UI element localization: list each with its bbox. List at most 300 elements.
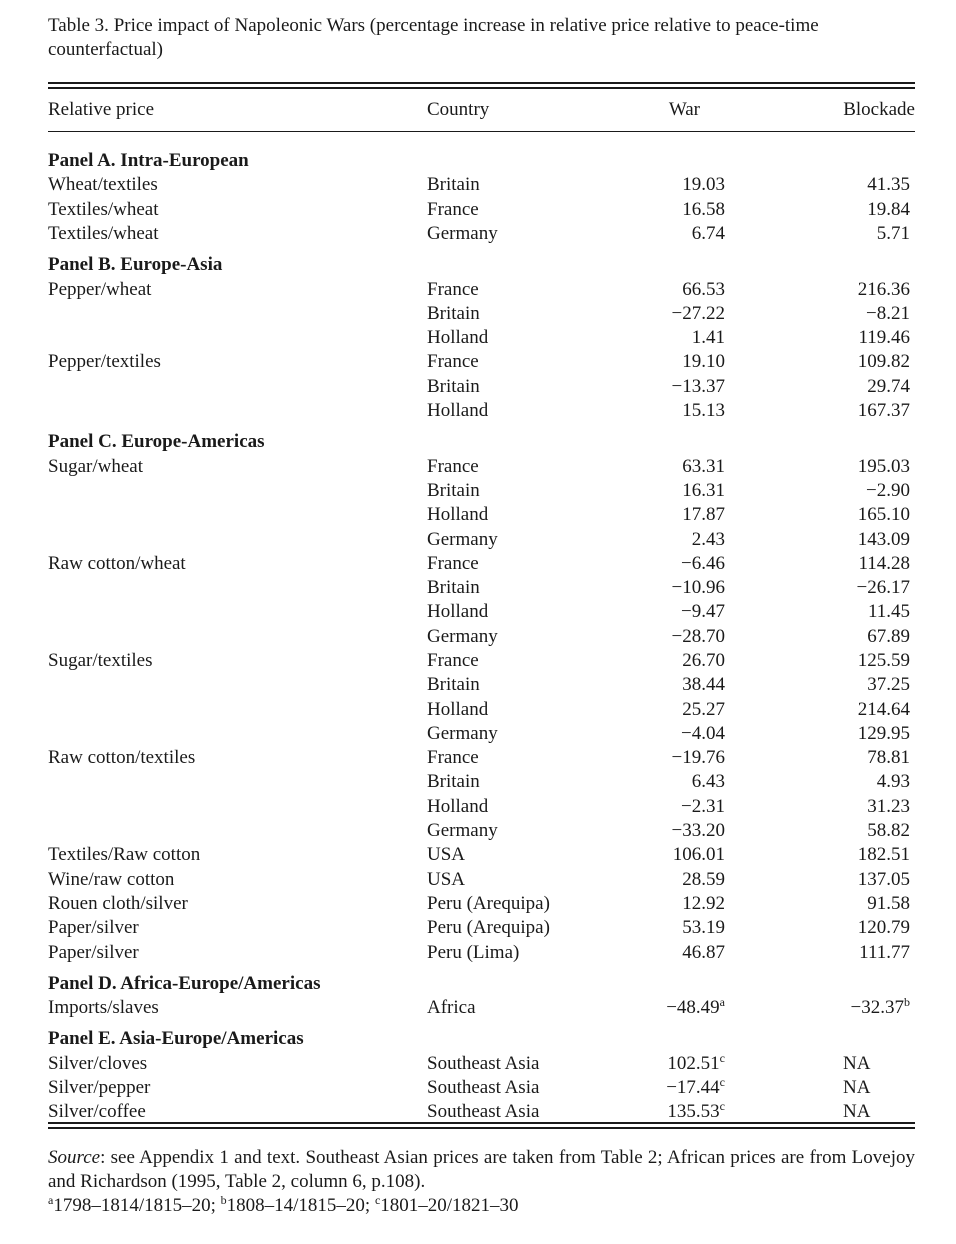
war-cell xyxy=(682,503,725,527)
war-cell xyxy=(672,746,725,770)
country-cell xyxy=(427,600,488,624)
relative-price-cell xyxy=(48,455,143,479)
panel-heading-row xyxy=(48,253,915,277)
blockade-cell-value: 195.03 xyxy=(857,456,910,477)
country-cell xyxy=(427,1052,539,1076)
table-row xyxy=(48,722,915,746)
war-cell xyxy=(681,722,725,746)
table-caption xyxy=(48,14,908,62)
war-cell-value: 17.87 xyxy=(682,504,725,525)
country-cell xyxy=(427,576,480,600)
war-cell xyxy=(682,278,725,302)
blockade-cell xyxy=(877,222,910,246)
blockade-cell-value: NA xyxy=(843,1053,871,1074)
top-rule xyxy=(48,82,915,84)
war-cell xyxy=(682,698,725,722)
blockade-cell-value: 111.77 xyxy=(859,942,910,963)
blockade-cell xyxy=(858,455,910,479)
table-row xyxy=(48,649,915,673)
war-cell xyxy=(673,843,725,867)
table-row xyxy=(48,673,915,697)
panel-heading: Panel A. Intra-European xyxy=(48,150,249,171)
table-row xyxy=(48,600,915,624)
country-cell xyxy=(427,625,498,649)
table-row xyxy=(48,843,915,867)
war-cell-value: −6.46 xyxy=(681,553,725,574)
country-cell xyxy=(427,350,479,374)
war-cell-value: −17.44 xyxy=(666,1077,720,1098)
footnote-marker: b xyxy=(904,995,910,1009)
war-cell-value: 16.58 xyxy=(682,199,725,220)
war-cell xyxy=(682,868,725,892)
blockade-cell-value: 29.74 xyxy=(867,376,910,397)
blockade-cell-value: −26.17 xyxy=(856,577,910,598)
footnotes xyxy=(48,1194,519,1218)
table-row xyxy=(48,916,915,940)
blockade-cell xyxy=(858,649,910,673)
war-cell xyxy=(666,996,725,1020)
blockade-cell-value: 58.82 xyxy=(867,820,910,841)
relative-price-cell-value: Wheat/textiles xyxy=(48,174,158,195)
table-row xyxy=(48,1052,915,1076)
blockade-cell xyxy=(858,278,910,302)
war-cell-value: 38.44 xyxy=(682,674,725,695)
blockade-cell xyxy=(867,375,910,399)
country-cell-value: Germany xyxy=(427,529,498,550)
country-cell-value: USA xyxy=(427,869,466,890)
country-cell-value: Britain xyxy=(427,303,480,324)
table-row xyxy=(48,795,915,819)
relative-price-cell xyxy=(48,173,158,197)
blockade-cell-value: 4.93 xyxy=(876,771,910,792)
source-note xyxy=(48,1146,915,1194)
panel-heading: Panel B. Europe-Asia xyxy=(48,254,223,275)
war-cell-value: −48.49 xyxy=(666,997,720,1018)
relative-price-cell-value: Imports/slaves xyxy=(48,997,159,1018)
country-cell-value: Germany xyxy=(427,223,498,244)
blockade-cell xyxy=(866,302,910,326)
blockade-cell-value: NA xyxy=(843,1077,871,1098)
war-cell xyxy=(682,173,725,197)
relative-price-cell-value: Pepper/textiles xyxy=(48,351,161,372)
war-cell xyxy=(672,375,725,399)
country-cell xyxy=(427,649,479,673)
country-cell-value: France xyxy=(427,199,479,220)
table-row xyxy=(48,698,915,722)
war-cell xyxy=(682,941,725,965)
table-row xyxy=(48,528,915,552)
war-cell xyxy=(672,576,725,600)
table-row xyxy=(48,892,915,916)
country-cell xyxy=(427,528,498,552)
country-cell-value: Britain xyxy=(427,174,480,195)
war-cell xyxy=(682,916,725,940)
war-cell-value: 135.53 xyxy=(667,1101,720,1122)
country-cell-value: France xyxy=(427,351,479,372)
blockade-cell xyxy=(858,916,910,940)
country-cell xyxy=(427,673,480,697)
war-cell-value: 15.13 xyxy=(682,400,725,421)
war-cell xyxy=(681,795,725,819)
blockade-cell-value: 91.58 xyxy=(867,893,910,914)
relative-price-cell xyxy=(48,350,161,374)
war-cell-value: −19.76 xyxy=(671,747,725,768)
relative-price-cell-value: Silver/pepper xyxy=(48,1077,151,1098)
war-cell xyxy=(681,552,725,576)
relative-price-cell-value: Rouen cloth/silver xyxy=(48,893,188,914)
relative-price-cell xyxy=(48,1100,146,1124)
country-cell-value: Southeast Asia xyxy=(427,1101,540,1122)
war-cell xyxy=(682,479,725,503)
war-cell xyxy=(682,399,725,423)
country-cell-value: Holland xyxy=(427,504,489,525)
country-cell-value: Peru (Arequipa) xyxy=(427,893,550,914)
country-cell xyxy=(427,278,479,302)
footnote-text-a: 1798–1814/1815–20; xyxy=(53,1195,221,1216)
war-cell xyxy=(667,1100,725,1124)
war-cell-value: 19.03 xyxy=(682,174,725,195)
table-caption-text: Price impact of Napoleonic Wars (percentage increase in relative price relative to peace-time counterfactual) xyxy=(48,15,819,60)
panel-heading-row xyxy=(48,1027,915,1051)
country-cell xyxy=(427,722,498,746)
country-cell-value: Holland xyxy=(427,327,489,348)
war-cell-value: 6.74 xyxy=(691,223,725,244)
country-cell-value: France xyxy=(427,650,479,671)
footnote-mark-a: a xyxy=(48,1193,54,1207)
footnote-marker: c xyxy=(719,1099,725,1113)
country-cell-value: Britain xyxy=(427,480,480,501)
blockade-cell-value: 182.51 xyxy=(857,844,910,865)
blockade-cell-value: 129.95 xyxy=(857,723,910,744)
header-country: Country xyxy=(427,99,490,120)
country-cell-value: Britain xyxy=(427,771,480,792)
relative-price-cell-value: Pepper/wheat xyxy=(48,279,152,300)
war-cell-value: 102.51 xyxy=(667,1053,720,1074)
blockade-cell xyxy=(867,892,910,916)
blockade-cell-value: 37.25 xyxy=(867,674,910,695)
country-cell-value: Southeast Asia xyxy=(427,1077,540,1098)
header-blockade: Blockade xyxy=(843,99,915,120)
country-cell-value: Germany xyxy=(427,820,498,841)
blockade-cell xyxy=(867,625,910,649)
table-caption-label: Table 3. xyxy=(48,15,109,36)
relative-price-cell xyxy=(48,649,152,673)
relative-price-cell-value: Textiles/Raw cotton xyxy=(48,844,201,865)
country-cell xyxy=(427,399,488,423)
country-cell-value: Britain xyxy=(427,674,480,695)
war-cell-value: 19.10 xyxy=(682,351,725,372)
war-cell-value: −33.20 xyxy=(671,820,725,841)
table-row xyxy=(48,625,915,649)
country-cell xyxy=(427,503,488,527)
blockade-cell-value: 5.71 xyxy=(876,223,910,244)
war-cell xyxy=(681,600,725,624)
relative-price-cell-value: Paper/silver xyxy=(48,942,139,963)
country-cell xyxy=(427,843,465,867)
country-cell xyxy=(427,868,465,892)
blockade-cell xyxy=(858,350,910,374)
war-cell xyxy=(672,302,725,326)
table-row xyxy=(48,868,915,892)
war-cell-value: 46.87 xyxy=(682,942,725,963)
war-cell xyxy=(692,528,725,552)
blockade-cell xyxy=(858,528,910,552)
table-row xyxy=(48,503,915,527)
blockade-cell-value: −2.90 xyxy=(866,480,910,501)
war-cell-value: −2.31 xyxy=(681,796,725,817)
table-row xyxy=(48,375,915,399)
war-cell-value: −10.96 xyxy=(671,577,725,598)
footnote-marker: c xyxy=(719,1075,725,1089)
table-row xyxy=(48,302,915,326)
country-cell-value: France xyxy=(427,279,479,300)
blockade-cell-value: 19.84 xyxy=(867,199,910,220)
panel-heading: Panel E. Asia-Europe/Americas xyxy=(48,1028,304,1049)
war-cell xyxy=(682,649,725,673)
war-cell xyxy=(672,819,725,843)
war-cell-value: 1.41 xyxy=(691,327,725,348)
relative-price-cell xyxy=(48,552,186,576)
country-cell xyxy=(427,892,550,916)
war-cell xyxy=(667,1052,725,1076)
source-label: Source xyxy=(48,1147,101,1168)
footnote-mark-b: b xyxy=(220,1193,227,1207)
blockade-cell xyxy=(857,576,910,600)
table-row xyxy=(48,399,915,423)
blockade-cell-value: 41.35 xyxy=(867,174,910,195)
panel-heading-row xyxy=(48,972,915,996)
country-cell-value: France xyxy=(427,456,479,477)
blockade-cell xyxy=(843,1052,870,1076)
blockade-cell xyxy=(843,1076,870,1100)
relative-price-cell-value: Textiles/wheat xyxy=(48,199,159,220)
blockade-cell-value: 143.09 xyxy=(857,529,910,550)
blockade-cell xyxy=(867,173,910,197)
relative-price-cell xyxy=(48,1052,147,1076)
country-cell-value: Britain xyxy=(427,577,480,598)
top-rule-second xyxy=(48,87,915,89)
country-cell xyxy=(427,1100,539,1124)
blockade-cell xyxy=(867,819,910,843)
relative-price-cell-value: Silver/coffee xyxy=(48,1101,146,1122)
war-cell-value: 25.27 xyxy=(682,699,725,720)
blockade-cell xyxy=(858,868,910,892)
blockade-cell-value: 78.81 xyxy=(867,747,910,768)
table-row xyxy=(48,1100,915,1124)
country-cell xyxy=(427,302,480,326)
country-cell-value: Britain xyxy=(427,376,480,397)
footnote-mark-c: c xyxy=(374,1193,381,1207)
relative-price-cell-value: Wine/raw cotton xyxy=(48,869,175,890)
blockade-cell xyxy=(867,198,910,222)
blockade-cell-value: 120.79 xyxy=(857,917,910,938)
war-cell xyxy=(672,625,725,649)
blockade-cell-value: NA xyxy=(843,1101,871,1122)
country-cell-value: Peru (Lima) xyxy=(427,942,520,963)
war-cell-value: −28.70 xyxy=(671,626,725,647)
table-row xyxy=(48,746,915,770)
country-cell-value: Africa xyxy=(427,997,476,1018)
relative-price-cell-value: Sugar/textiles xyxy=(48,650,153,671)
relative-price-cell xyxy=(48,941,139,965)
blockade-cell xyxy=(868,600,910,624)
table-row xyxy=(48,819,915,843)
blockade-cell xyxy=(859,941,910,965)
country-cell xyxy=(427,770,480,794)
header-rule xyxy=(48,131,915,132)
blockade-cell xyxy=(866,479,910,503)
blockade-cell-value: 109.82 xyxy=(857,351,910,372)
blockade-cell-value: 165.10 xyxy=(857,504,910,525)
war-cell-value: 63.31 xyxy=(682,456,725,477)
blockade-cell-value: 167.37 xyxy=(857,400,910,421)
country-cell-value: France xyxy=(427,747,479,768)
relative-price-cell-value: Raw cotton/textiles xyxy=(48,747,196,768)
country-cell xyxy=(427,1076,539,1100)
relative-price-cell xyxy=(48,892,188,916)
war-cell-value: 106.01 xyxy=(672,844,725,865)
blockade-cell xyxy=(858,399,910,423)
footnote-marker: a xyxy=(719,995,725,1009)
country-cell-value: Southeast Asia xyxy=(427,1053,540,1074)
relative-price-cell xyxy=(48,916,139,940)
country-cell xyxy=(427,795,488,819)
table-row xyxy=(48,1076,915,1100)
blockade-cell-value: 11.45 xyxy=(867,601,910,622)
country-cell-value: Germany xyxy=(427,626,498,647)
table-header-row xyxy=(48,98,915,122)
blockade-cell-value: 31.23 xyxy=(867,796,910,817)
country-cell xyxy=(427,173,480,197)
country-cell xyxy=(427,819,498,843)
table-row xyxy=(48,455,915,479)
blockade-cell xyxy=(858,552,910,576)
relative-price-cell-value: Textiles/wheat xyxy=(48,223,159,244)
table-row xyxy=(48,479,915,503)
relative-price-cell xyxy=(48,1076,150,1100)
country-cell-value: Holland xyxy=(427,699,489,720)
relative-price-cell xyxy=(48,868,174,892)
relative-price-cell xyxy=(48,198,159,222)
blockade-cell-value: −8.21 xyxy=(866,303,910,324)
country-cell xyxy=(427,326,488,350)
blockade-cell xyxy=(858,503,910,527)
war-cell xyxy=(682,673,725,697)
relative-price-cell-value: Paper/silver xyxy=(48,917,139,938)
country-cell xyxy=(427,996,476,1020)
blockade-cell-value: 114.28 xyxy=(858,553,910,574)
blockade-cell xyxy=(858,722,910,746)
country-cell-value: Holland xyxy=(427,601,489,622)
country-cell xyxy=(427,455,479,479)
bottom-rule xyxy=(48,1122,915,1124)
bottom-rule-second xyxy=(48,1127,915,1129)
war-cell xyxy=(682,892,725,916)
country-cell-value: France xyxy=(427,553,479,574)
country-cell xyxy=(427,552,479,576)
blockade-cell xyxy=(877,770,910,794)
war-cell-value: 6.43 xyxy=(691,771,725,792)
war-cell-value: 16.31 xyxy=(682,480,725,501)
country-cell xyxy=(427,222,498,246)
country-cell xyxy=(427,698,488,722)
relative-price-cell-value: Sugar/wheat xyxy=(48,456,143,477)
blockade-cell xyxy=(867,673,910,697)
country-cell xyxy=(427,198,479,222)
table-row xyxy=(48,576,915,600)
table-row xyxy=(48,198,915,222)
blockade-cell xyxy=(858,843,910,867)
country-cell xyxy=(427,375,480,399)
relative-price-cell-value: Raw cotton/wheat xyxy=(48,553,186,574)
blockade-cell xyxy=(867,746,910,770)
blockade-cell-value: 214.64 xyxy=(857,699,910,720)
table-row xyxy=(48,552,915,576)
war-cell-value: 2.43 xyxy=(691,529,725,550)
country-cell xyxy=(427,746,479,770)
blockade-cell-value: 125.59 xyxy=(857,650,910,671)
country-cell-value: Holland xyxy=(427,400,489,421)
relative-price-cell xyxy=(48,996,159,1020)
panel-heading-row xyxy=(48,149,915,173)
country-cell-value: Holland xyxy=(427,796,489,817)
header-relative-price: Relative price xyxy=(48,99,155,120)
blockade-cell xyxy=(851,996,910,1020)
table-row xyxy=(48,996,915,1020)
country-cell xyxy=(427,479,480,503)
table-row xyxy=(48,278,915,302)
table-row xyxy=(48,350,915,374)
war-cell-value: −9.47 xyxy=(681,601,725,622)
table-row xyxy=(48,770,915,794)
relative-price-cell xyxy=(48,222,159,246)
table-row xyxy=(48,222,915,246)
war-cell xyxy=(692,326,725,350)
blockade-cell xyxy=(858,698,910,722)
war-cell xyxy=(692,222,725,246)
country-cell-value: Germany xyxy=(427,723,498,744)
country-cell-value: Peru (Arequipa) xyxy=(427,917,550,938)
war-cell-value: 28.59 xyxy=(682,869,725,890)
war-cell-value: 53.19 xyxy=(682,917,725,938)
war-cell-value: 26.70 xyxy=(682,650,725,671)
blockade-cell xyxy=(858,326,910,350)
blockade-cell-value: 67.89 xyxy=(867,626,910,647)
war-cell xyxy=(692,770,725,794)
footnote-text-c: 1801–20/1821–30 xyxy=(380,1195,519,1216)
blockade-cell xyxy=(867,795,910,819)
blockade-cell-value: 216.36 xyxy=(857,279,910,300)
country-cell xyxy=(427,941,519,965)
war-cell-value: −4.04 xyxy=(681,723,725,744)
header-war: War xyxy=(668,99,700,120)
blockade-cell-value: −32.37 xyxy=(850,997,904,1018)
table-row xyxy=(48,941,915,965)
country-cell xyxy=(427,916,550,940)
table-row xyxy=(48,173,915,197)
country-cell-value: USA xyxy=(427,844,466,865)
war-cell xyxy=(666,1076,725,1100)
footnote-marker: c xyxy=(719,1051,725,1065)
war-cell-value: −13.37 xyxy=(671,376,725,397)
panel-heading: Panel C. Europe-Americas xyxy=(48,431,265,452)
war-cell xyxy=(682,198,725,222)
blockade-cell xyxy=(843,1100,870,1124)
relative-price-cell xyxy=(48,746,195,770)
blockade-cell-value: 137.05 xyxy=(857,869,910,890)
footnote-text-b: 1808–14/1815–20; xyxy=(226,1195,375,1216)
table-row xyxy=(48,326,915,350)
